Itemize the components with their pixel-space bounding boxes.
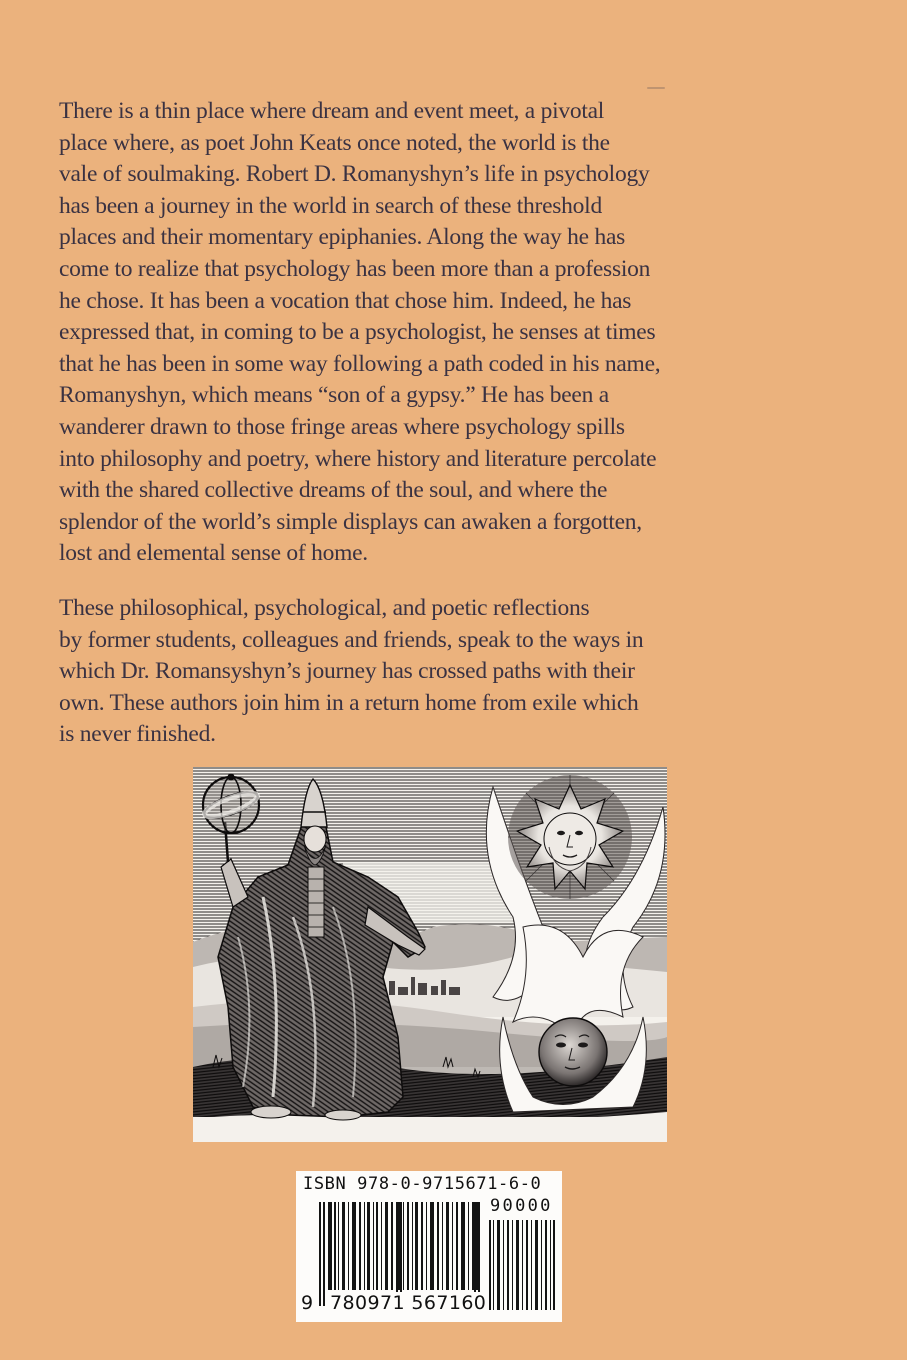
barcode-bar [512, 1220, 513, 1310]
barcode-bar [342, 1202, 345, 1290]
barcode-bar [531, 1220, 532, 1310]
barcode-bar [437, 1202, 439, 1290]
blurb-line: There is a thin place where dream and event meet, a pivotal [59, 98, 605, 124]
blurb-line: come to realize that psychology has been more than a profession [59, 255, 651, 282]
barcode-guard-bar [400, 1202, 402, 1306]
barcode-bar [348, 1202, 349, 1290]
blurb-line: These philosophical, psychological, and poetic reflections [59, 595, 590, 621]
barcode-bar [541, 1220, 542, 1310]
barcode-bar [359, 1202, 361, 1290]
barcode-bar [426, 1202, 427, 1290]
barcode-bar [334, 1202, 336, 1290]
barcode-bar [376, 1202, 378, 1290]
ean-first-digit: 9 [301, 1292, 314, 1314]
barcode-bar [367, 1202, 370, 1290]
blurb-line: expressed that, in coming to be a psychologist, he senses at times [59, 319, 656, 346]
barcode-bar [446, 1202, 449, 1290]
barcode-bar [522, 1220, 523, 1310]
barcode-bar [385, 1202, 388, 1290]
barcode-bar [516, 1220, 519, 1310]
blurb-line: vale of soulmaking. Robert D. Romanyshyn’s life in psychology [59, 161, 650, 188]
blurb-line: wanderer drawn to those fringe areas where psychology spills [59, 413, 625, 440]
barcode-bar [468, 1202, 469, 1290]
engraving-illustration [193, 767, 667, 1142]
barcode-bar [430, 1202, 434, 1290]
barcode-bar [507, 1220, 509, 1310]
barcode-bar [545, 1220, 547, 1310]
barcode-guard-bar [323, 1202, 325, 1306]
barcode-bar [338, 1202, 339, 1290]
blurb-line: into philosophy and poetry, where history and literature percolate [59, 445, 657, 472]
ean-digits: 780971 567160 [330, 1292, 487, 1314]
print-smudge [647, 87, 665, 89]
blurb-line: he chose. It has been a vocation that chose him. Indeed, he has [59, 287, 632, 314]
barcode-bar [352, 1202, 356, 1290]
barcode-guard-bar [478, 1202, 480, 1306]
barcode-bar [403, 1202, 404, 1290]
barcode-bar [452, 1202, 453, 1290]
blurb-line: own. These authors join him in a return home from exile which [59, 689, 639, 716]
barcode-bar [415, 1202, 418, 1290]
barcode-bar [391, 1202, 393, 1290]
blurb-line: which Dr. Romansyshyn’s journey has crossed paths with their [59, 658, 635, 685]
blurb-line: is never finished. [59, 721, 216, 748]
barcode-bar [442, 1202, 443, 1290]
barcode-bar [553, 1220, 555, 1310]
blurb-line: with the shared collective dreams of the soul, and where the [59, 477, 608, 504]
blurb-line: place where, as poet John Keats once noted, the world is the [59, 129, 610, 156]
barcode-bar [489, 1220, 491, 1310]
barcode-bar [421, 1202, 423, 1290]
isbn-barcode [296, 1171, 562, 1322]
barcode-bar [497, 1220, 500, 1310]
barcode-guard-bar [396, 1202, 398, 1306]
barcode-bar [456, 1202, 458, 1290]
blurb-line: places and their momentary epiphanies. Along the way he has [59, 224, 626, 251]
moon-face [539, 1018, 607, 1086]
blurb-line: splendor of the world’s simple displays can awaken a forgotten, [59, 508, 642, 535]
blurb-line: that he has been in some way following a path coded in his name, [59, 350, 661, 377]
barcode-guard-bar [319, 1202, 321, 1306]
price-code: 90000 [490, 1196, 553, 1216]
barcode-bar [503, 1220, 504, 1310]
blurb-line: Romanyshyn, which means “son of a gypsy.” He has been a [59, 382, 609, 409]
barcode-bar [461, 1202, 465, 1290]
blurb-paragraph-1 [59, 96, 849, 570]
barcode-bar [550, 1220, 551, 1310]
barcode-bar [407, 1202, 409, 1290]
barcode-bar [526, 1220, 528, 1310]
barcode-bar [328, 1202, 332, 1290]
addon-bars [489, 1220, 555, 1310]
blurb-line: has been a journey in the world in search of these threshold [59, 192, 602, 219]
barcode-guard-bar [474, 1202, 476, 1306]
sun-face [508, 775, 632, 899]
blurb-line: lost and elemental sense of home. [59, 540, 368, 567]
barcode-bar [381, 1202, 382, 1290]
blurb-paragraph-2 [59, 593, 849, 751]
blurb-line: by former students, colleagues and friends, speak to the ways in [59, 626, 644, 653]
barcode-bar [364, 1202, 365, 1290]
barcode-bar [412, 1202, 413, 1290]
barcode-bar [535, 1220, 538, 1310]
barcode-bar [493, 1220, 494, 1310]
barcode-bar [373, 1202, 374, 1290]
isbn-number: ISBN 978-0-9715671-6-0 [303, 1174, 542, 1194]
